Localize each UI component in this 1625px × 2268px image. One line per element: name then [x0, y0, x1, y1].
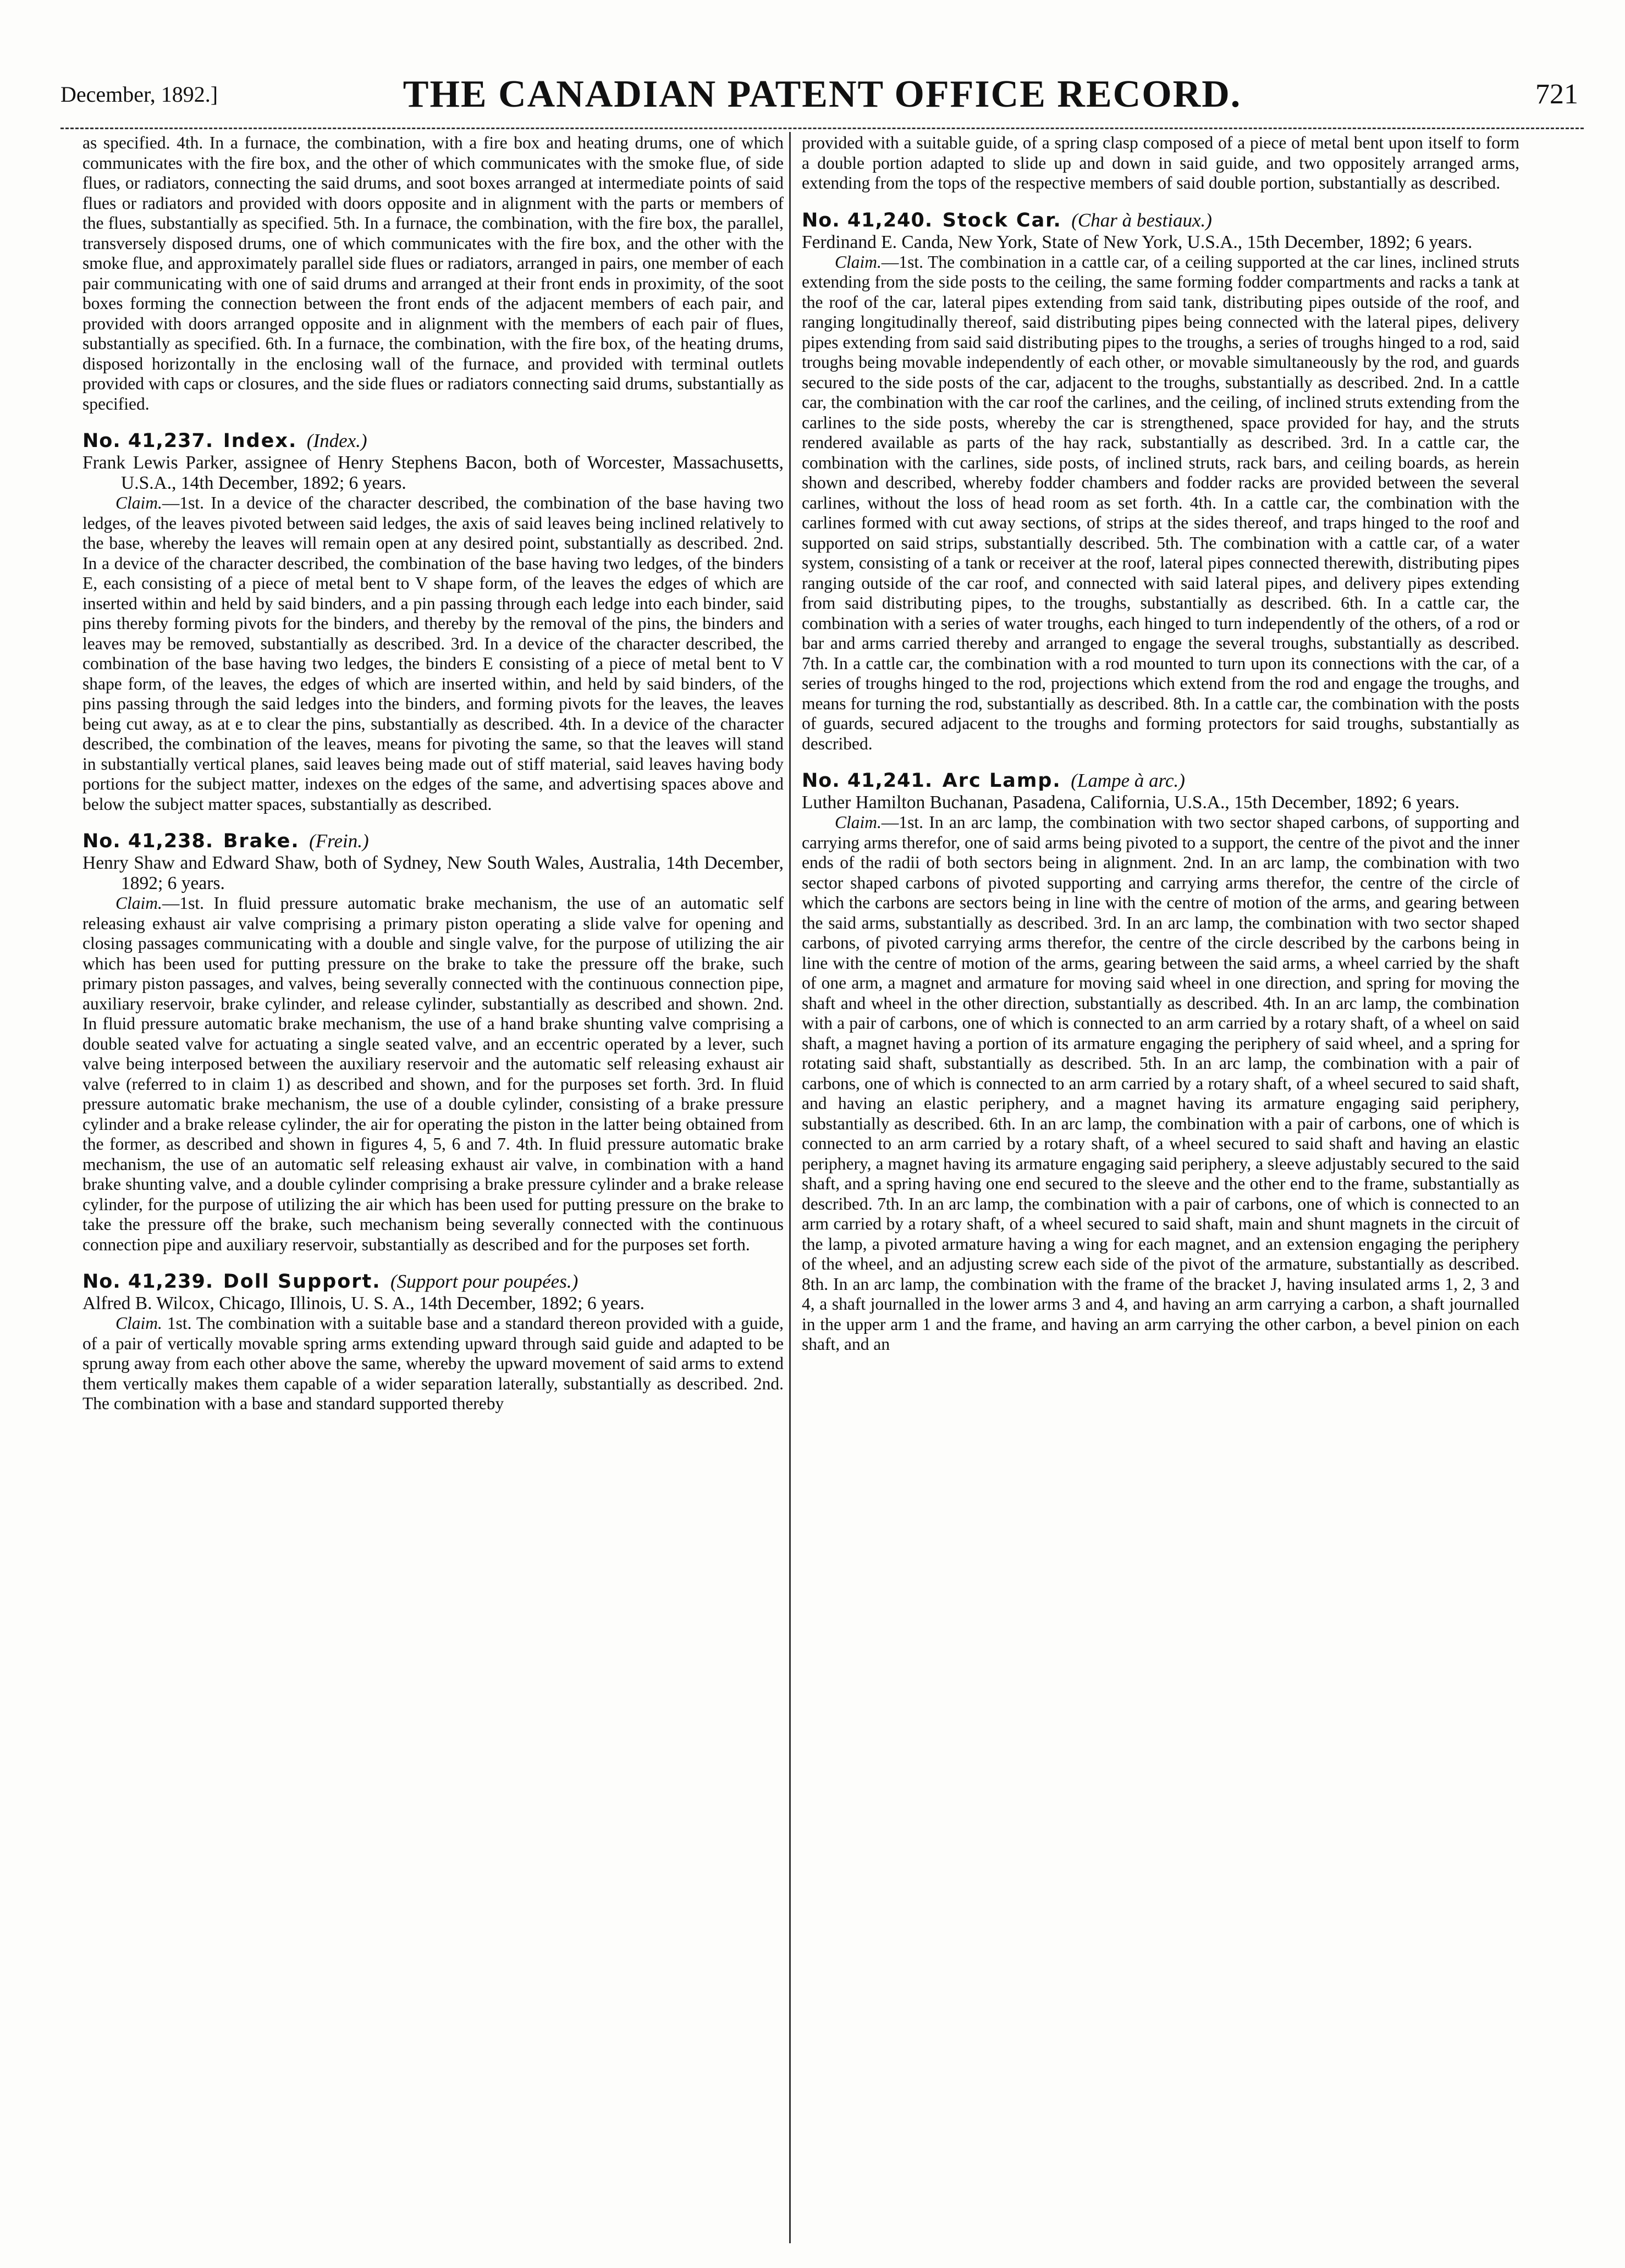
patent-number: No. 41,238.	[82, 830, 214, 852]
patent-entry-41240	[802, 209, 1519, 754]
continued-claim-text: as specified. 4th. In a furnace, the combination, with a fire box and heating drums, one of which communicates with the fire box, and the other of which communicates with the smoke flue, of side flues, or radiators, connecting the said drums, and soot boxes arranged at intermediate points of said flues or radiators and provided with doors opposite and in alignment with the parts or members of the flues, substantially as specified. 5th. In a furnace, the combination, with the fire box, the parallel, transversely disposed drums, one of which communicates with the fire box, and the other with the smoke flue, and approximately parallel side flues or radiators, arranged in pairs, one member of each pair communicating with one of said drums and arranged at their front ends in proximity, of the soot boxes forming the connection between the front ends of the adjacent members of each pair, and provided with doors arranged opposite and in alignment with the members of each pair of flues, substantially as specified. 6th. In a furnace, the combination, with the fire box, of the heating drums, disposed horizontally in the enclosing wall of the furnace, and provided with terminal outlets provided with caps or closures, and the side flues or radiators connecting said drums, substantially as specified.	[82, 133, 784, 413]
patent-heading	[82, 1270, 784, 1293]
patent-french-title: (Index.)	[306, 430, 367, 451]
patent-entry-41239	[82, 1270, 784, 1414]
patent-inventor: Ferdinand E. Canda, New York, State of New York, U.S.A., 15th December, 1892; 6 years.	[802, 231, 1473, 252]
patent-title: Brake.	[223, 830, 300, 852]
patent-claims	[82, 493, 784, 814]
patent-french-title: (Char à bestiaux.)	[1071, 209, 1212, 231]
patent-heading	[802, 209, 1519, 232]
patent-entry-41238	[82, 830, 784, 1255]
claim-label: Claim.	[115, 493, 162, 512]
page-number: 721	[1535, 79, 1578, 110]
patent-number: No. 41,241.	[802, 770, 933, 792]
patent-title: Arc Lamp.	[942, 770, 1061, 792]
patent-inventor: Luther Hamilton Buchanan, Pasadena, California, U.S.A., 15th December, 1892; 6 years.	[802, 792, 1459, 813]
patent-title: Stock Car.	[942, 209, 1062, 231]
patent-french-title: (Support pour poupées.)	[390, 1271, 579, 1292]
patent-inventor: Alfred B. Wilcox, Chicago, Illinois, U. S. A., 14th December, 1892; 6 years.	[82, 1293, 645, 1314]
patent-title: Index.	[223, 430, 298, 452]
patent-number: No. 41,239.	[82, 1271, 214, 1293]
claim-text: —1st. The combination in a cattle car, of a ceiling supported at the car lines, inclined struts extending from the side posts to the ceiling, the same forming fodder compartments and racks a tank at the roof of the car, lateral pipes extending from said tank, distributing pipes outside of the roof, and ranging longitudinally thereof, said distributing pipes being connected with the lateral pipes, delivery pipes extending from said said distributing pipes to the troughs, a series of troughs hinged to a rod, said troughs being movable independently of each other, or movable simultaneously by the rod, and guards secured to the side posts of the car, adjacent to the troughs, substantially as described. 2nd. In a cattle car, the combination with the car roof the carlines, and the ceiling, of inclined struts extending from the carlines to the side posts, whereby the car is strengthened, space provided for hay, and the struts rendered available as parts of the hay rack, substantially as described. 3rd. In a cattle car, the combination with the carlines, side posts, of inclined struts, rack bars, and ceiling boards, as herein shown and described, whereby fodder chambers and fodder racks are provided between the several carlines, without the loss of head room as set forth. 4th. In a cattle car, the combination with the carlines formed with cut away sections, of strips at the sides thereof, and traps hinged to the roof and supported on said strips, substantially described. 5th. The combination with a cattle car, of a water system, consisting of a tank or receiver at the roof, lateral pipes connected therewith, distributing pipes ranging outside of the car roof, and connected with said lateral pipes, and delivery pipes extending from said distributing pipes, to the troughs, substantially as described. 6th. In a cattle car, the combination with a series of water troughs, each hinged to turn independently of the others, of a rod or bar and arms carried thereby and arranged to engage the several troughs, substantially as described. 7th. In a cattle car, the combination with a rod mounted to turn upon its connections with the car, of a series of troughs hinged to the rod, projections which extend from the rod and engage the troughs, and means for turning the rod, substantially as described. 8th. In a cattle car, the combination with the posts of guards, secured adjacent to the troughs and forming protectors for said troughs, substantially as described.	[802, 252, 1519, 753]
patent-inventor: Frank Lewis Parker, assignee of Henry Stephens Bacon, both of Worcester, Massachusetts, U.S.A., 14th December, 1892; 6 years.	[82, 453, 784, 493]
continued-claim-text: provided with a suitable guide, of a spring clasp composed of a piece of metal bent upon itself to form a double portion adapted to slide up and down in said guide, and two oppositely arranged arms, extending from the tops of the respective members of said double portion, substantially as described.	[802, 133, 1519, 192]
patent-claims	[802, 813, 1519, 1355]
patent-heading	[802, 769, 1519, 792]
claim-text: —1st. In an arc lamp, the combination with two sector shaped carbons, of supporting and carrying arms therefor, one of said arms being pivoted to a support, the centre of the pivot and the inner ends of the radii of both sectors being in alignment. 2nd. In an arc lamp, the combination with two sector shaped carbons of pivoted supporting and carrying arms therefor, the centre of the circle of which the carbons are sectors being in line with the centre of motion of the arms, and gearing between the said arms, substantially as described. 3rd. In an arc lamp, the combination with two sector shaped carbons, of pivoted carrying arms therefor, the centre of the circle described by the carbons being in line with the centre of motion of the arms, gearing between the said arms, a wheel carried by the shaft of one arm, a magnet and armature for moving said wheel in one direction, and spring for moving the shaft and wheel in the other direction, substantially as described. 4th. In an arc lamp, the combination with a pair of carbons, one of which is connected to an arm carried by a rotary shaft, of a wheel on said shaft, a magnet having a portion of its armature engaging the periphery of said wheel, and a spring for rotating said shaft, substantially as described. 5th. In an arc lamp, the combination with a pair of carbons, one of which is connected to an arm carried by a rotary shaft, of a wheel secured to said shaft, and having an elastic periphery, and a magnet having its armature engaging said periphery, substantially as described. 6th. In an arc lamp, the combination with a pair of carbons, one of which is connected to an arm carried by a rotary shaft, of a wheel secured to said shaft and having an elastic periphery, a magnet having its armature engaging said periphery, a sleeve adjustably secured to the said shaft, and a spring having one end secured to the sleeve and the other end to the frame, substantially as described. 7th. In an arc lamp, the combination with a pair of carbons, one of which is connected to an arm carried by a rotary shaft, of a wheel secured to said shaft, main and shunt magnets in the circuit of the lamp, a pivoted armature having a wing for each magnet, and an extension engaging the periphery of the wheel, and an adjusting screw each side of the pivot of the armature, substantially as described. 8th. In an arc lamp, the combination with the frame of the bracket J, having insulated arms 1, 2, 3 and 4, a shaft journalled in the lower arms 3 and 4, and having an arm carrying a carbon, a shaft journalled in the upper arm 1 and the frame, and having an arm carrying the other carbon, a bevel pinion on each shaft, and an	[802, 813, 1519, 1354]
column-divider	[789, 132, 791, 2243]
page-header	[60, 66, 1584, 115]
patent-heading	[82, 429, 784, 453]
patent-heading	[82, 830, 784, 853]
claim-text: —1st. In a device of the character described, the combination of the base having two ledges, of the leaves pivoted between said ledges, the axis of said leaves being inclined relatively to the base, whereby the leaves will remain open at any desired point, substantially as described. 2nd. In a device of the character described, the combination of the base having two ledges, of the binders E, each consisting of a piece of metal bent to V shape form, of the leaves the edges of which are inserted within and held by said binders, and a pin passing through each ledge into each binder, said pins thereby forming pivots for the binders, and thereby by the removal of the pins, the binders and leaves may be removed, substantially as described. 3rd. In a device of the character described, the combination of the base having two ledges, the binders E consisting of a piece of metal bent to V shape form, of the leaves, the edges of which are inserted within, and held by said binders, of the pins passing through the said ledges into the binders, and forming pivots for the leaves, the leaves being cut away, as at e to clear the pins, substantially as described. 4th. In a device of the character described, the combination of the leaves, means for pivoting the same, so that the leaves will stand in substantially vertical planes, said leaves being made out of stiff material, said leaves having body portions for the subject matter, indexes on the edges of the same, and advertising spaces above and below the subject matter spaces, substantially as described.	[82, 493, 784, 814]
patent-claims	[82, 1314, 784, 1414]
issue-date: December, 1892.]	[60, 82, 218, 107]
patent-entry-41237	[82, 429, 784, 814]
claim-label: Claim.	[115, 1314, 162, 1333]
patent-claims	[802, 252, 1519, 754]
patent-claims	[82, 893, 784, 1255]
claim-label: Claim.	[835, 252, 882, 272]
claim-label: Claim.	[115, 893, 162, 913]
publication-title: THE CANADIAN PATENT OFFICE RECORD.	[403, 73, 1242, 115]
patent-title: Doll Support.	[223, 1271, 381, 1293]
patent-entry-41241	[802, 769, 1519, 1355]
patent-french-title: (Lampe à arc.)	[1071, 770, 1185, 791]
claim-text: —1st. In fluid pressure automatic brake mechanism, the use of an automatic self releasing exhaust air valve comprising a primary piston operating a slide valve for opening and closing passages communicating with a double and single valve, for the purpose of utilizing the air which has been used for putting pressure on the brake to take the pressure off the brake, such primary piston passages, and valves, being severally connected with the continuous connection pipe, auxiliary reservoir, brake cylinder, and release cylinder, substantially as described and shown. 2nd. In fluid pressure automatic brake mechanism, the use of a hand brake shunting valve comprising a double seated valve for actuating a single seated valve, and an eccentric operated by a lever, such valve being interposed between the auxiliary reservoir and the automatic self releasing exhaust air valve (referred to in claim 1) as described and shown, and for the purposes set forth. 3rd. In fluid pressure automatic brake mechanism, the use of a double cylinder, consisting of a brake pressure cylinder and a brake release cylinder, the air for operating the piston in the latter being obtained from the former, as described and shown in figures 4, 5, 6 and 7. 4th. In fluid pressure automatic brake mechanism, the use of an automatic self releasing exhaust air valve, in combination with a hand brake shunting valve, and a double cylinder comprising a brake pressure cylinder and a brake release cylinder, for the purpose of utilizing the air which has been used for putting pressure on the brake to take the pressure off the brake, such mechanism being severally connected with the continuous connection pipe and auxiliary reservoir, substantially as described and for the purposes set forth.	[82, 893, 784, 1254]
claim-label: Claim.	[835, 813, 882, 832]
patent-inventor: Henry Shaw and Edward Shaw, both of Sydney, New South Wales, Australia, 14th December, 1892; 6 years.	[82, 853, 784, 893]
patent-french-title: (Frein.)	[309, 830, 369, 852]
header-rule	[60, 128, 1584, 129]
patent-number: No. 41,240.	[802, 209, 933, 231]
left-column	[82, 133, 784, 2247]
patent-number: No. 41,237.	[82, 430, 214, 452]
claim-text: 1st. The combination with a suitable base and a standard thereon provided with a guide, of a pair of vertically movable spring arms extending upward through said guide and adapted to be sprung away from each other above the same, whereby the upward movement of said arms to extend them vertically makes them capable of a wider separation laterally, substantially as described. 2nd. The combination with a base and standard supported thereby	[82, 1314, 784, 1413]
right-column	[802, 133, 1519, 2247]
